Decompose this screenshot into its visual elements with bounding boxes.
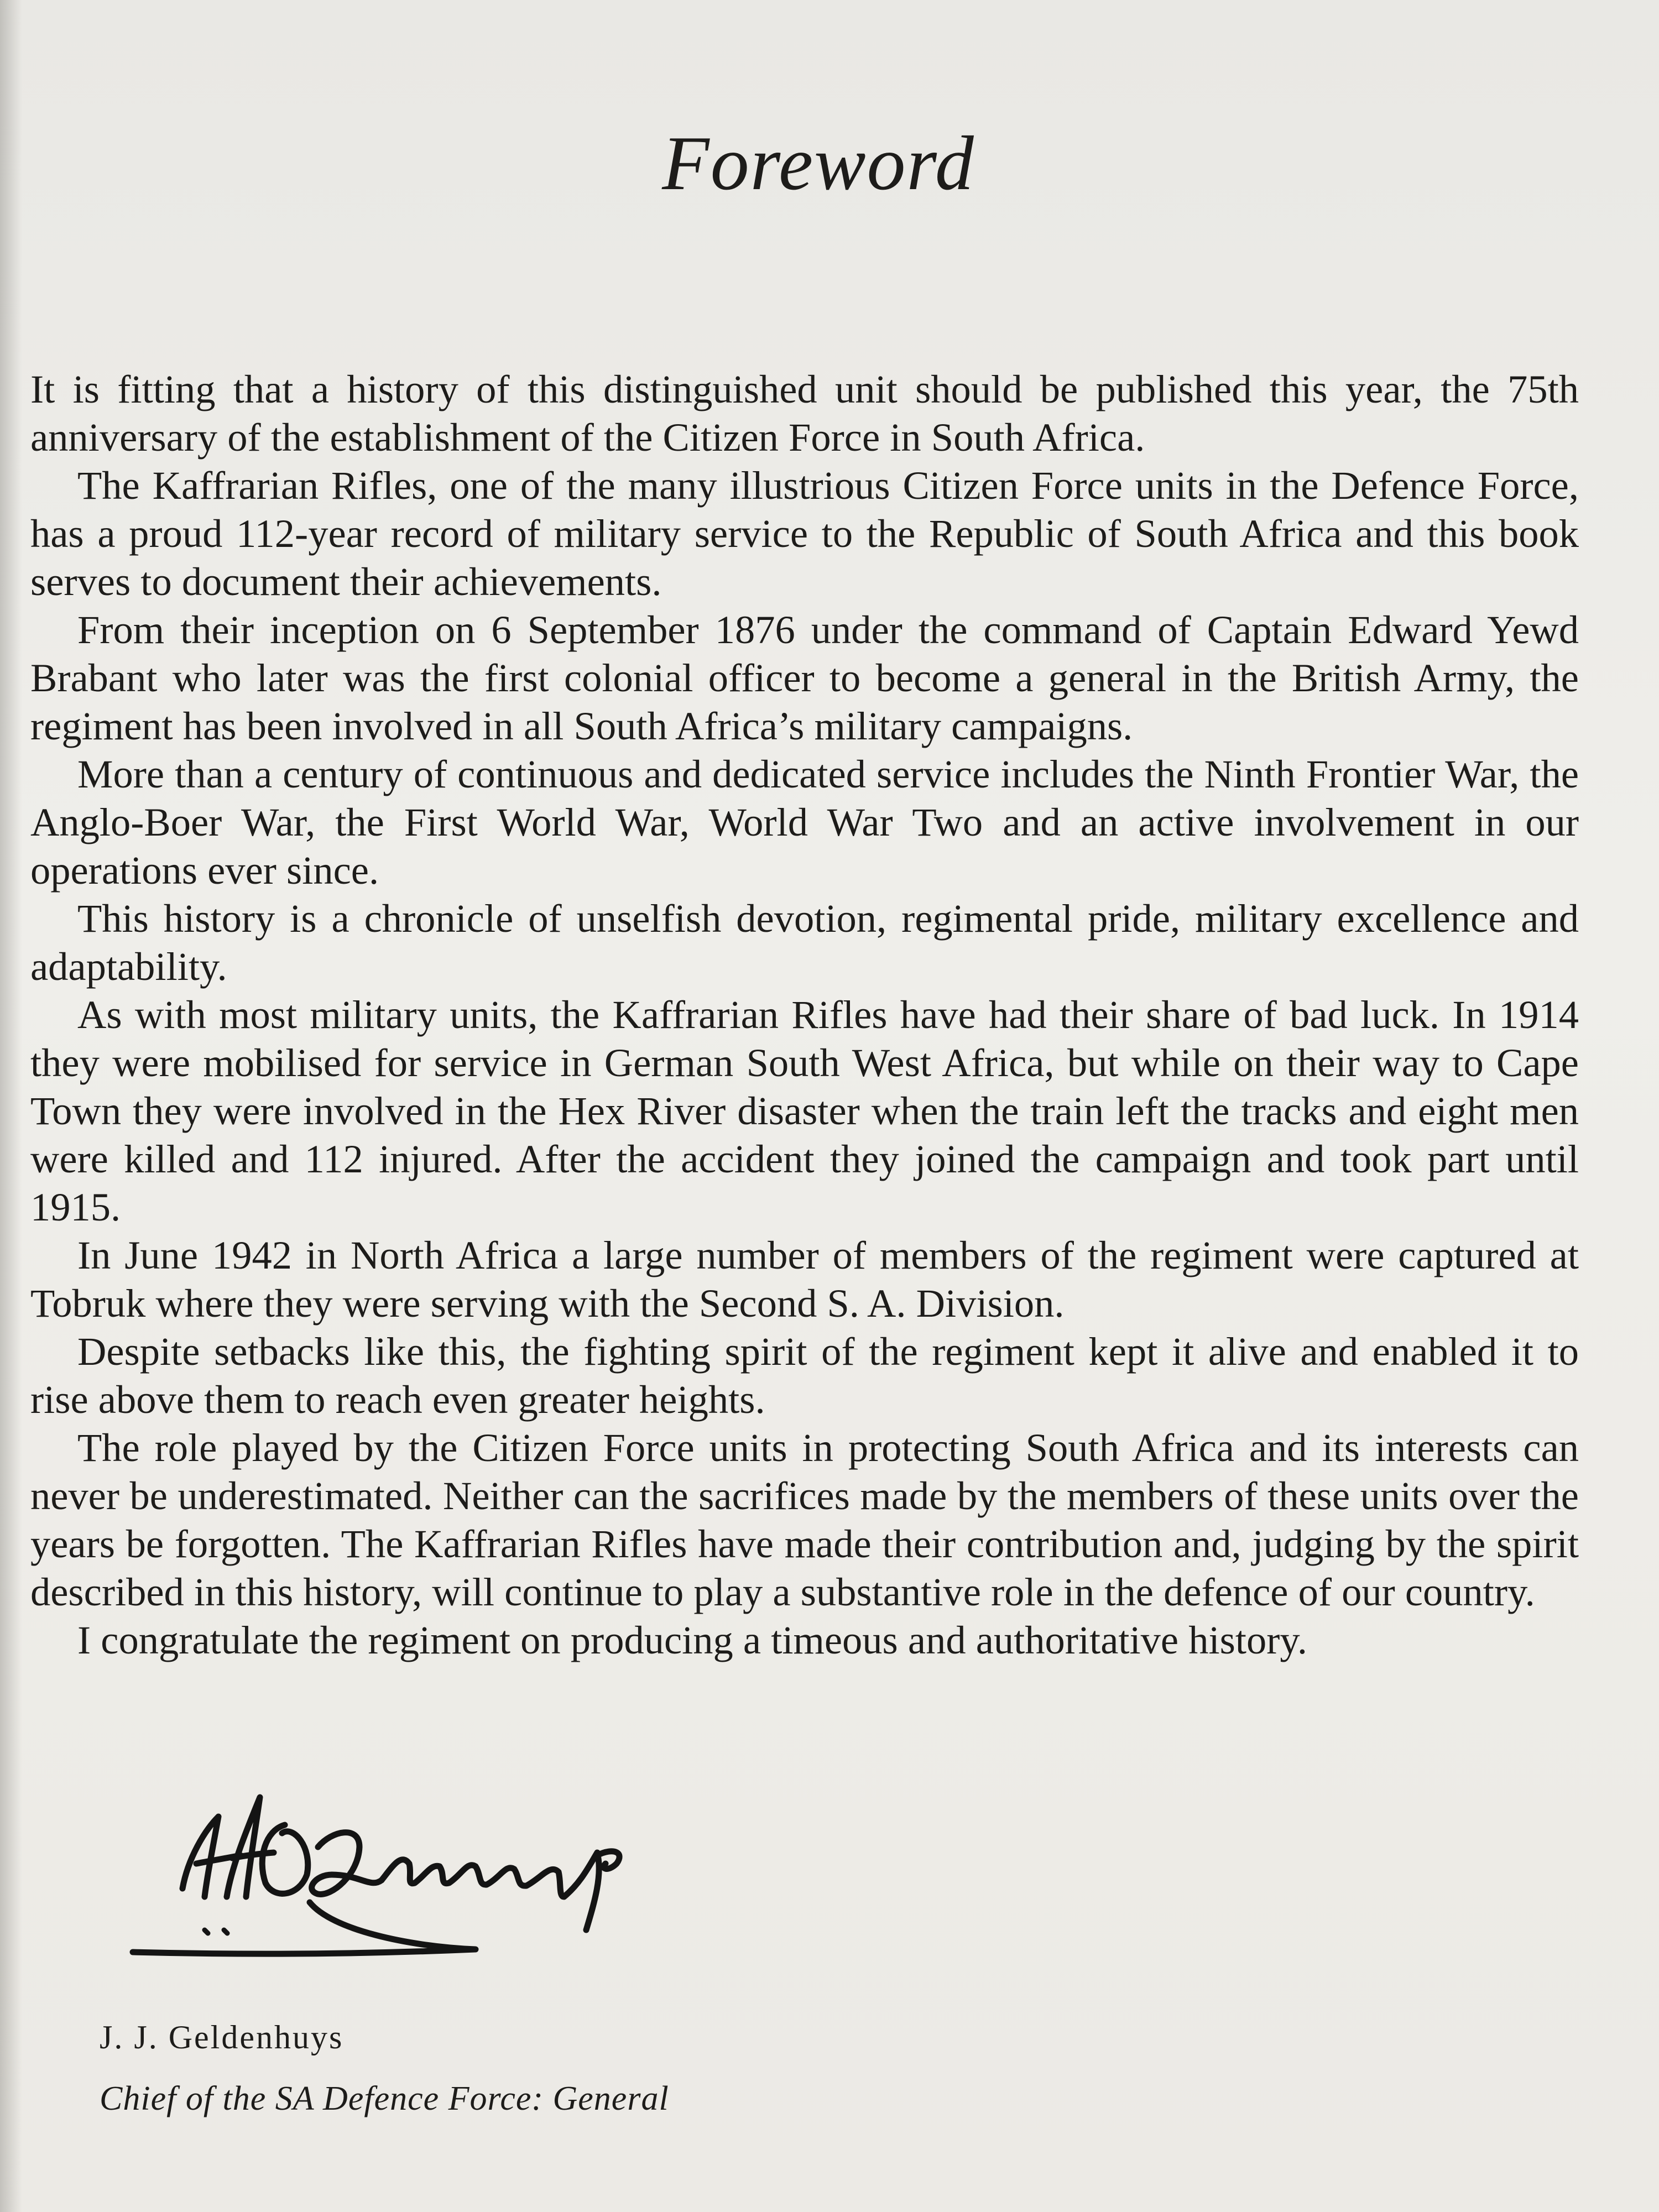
paragraph: As with most military units, the Kaffrarian Rifles have had their share of bad luck. In 1914 they were mobilised for service in German South West Africa, but while on their way to Cape Town they were involved in the Hex River disaster when the train left the tracks and eight men were killed and 112 injured. After the accident they joined the campaign and took part until 1915. <box>30 992 1579 1229</box>
foreword-body <box>30 365 1579 1664</box>
paragraph: The Kaffrarian Rifles, one of the many illustrious Citizen Force units in the Defence Force, has a proud 112-year record of military service to the Republic of South Africa and this book serves to document their achievements. <box>30 463 1579 604</box>
paragraph: I congratulate the regiment on producing a timeous and authoritative history. <box>77 1618 1308 1662</box>
page-gutter-shadow <box>0 0 22 2212</box>
paragraph: In June 1942 in North Africa a large number of members of the regiment were captured at Tobruk where they were serving with the Second S. A. Division. <box>30 1233 1579 1326</box>
signer-title: Chief of the SA Defence Force: General <box>100 2080 669 2117</box>
paragraph: This history is a chronicle of unselfish devotion, regimental pride, military excellence and adaptability. <box>30 896 1579 989</box>
paragraph: The role played by the Citizen Force units in protecting South Africa and its interests can never be underestimated. Neither can the sacrifices made by the members of these units over the years be forgotten. The Kaffrarian Rifles have made their contribution and, judging by the spirit described in this history, will continue to play a substantive role in the defence of our country. <box>30 1425 1579 1614</box>
paragraph: It is fitting that a history of this distinguished unit should be published this year, the 75th anniversary of the establishment of the Citizen Force in South Africa. <box>30 367 1579 460</box>
paragraph: More than a century of continuous and dedicated service includes the Ninth Frontier War, the Anglo-Boer War, the First World War, World War Two and an active involvement in our operations ever since. <box>30 752 1579 893</box>
page-title: Foreword <box>662 121 975 206</box>
paragraph: Despite setbacks like this, the fighting spirit of the regiment kept it alive and enabled it to rise above them to reach even greater heights. <box>30 1329 1579 1422</box>
signer-name: J. J. Geldenhuys <box>100 2019 344 2056</box>
paragraph: From their inception on 6 September 1876 under the command of Captain Edward Yewd Brabant who later was the first colonial officer to become a general in the British Army, the regiment has been involved in all South Africa’s military campaigns. <box>30 607 1579 748</box>
signature-icon <box>100 1764 791 1985</box>
